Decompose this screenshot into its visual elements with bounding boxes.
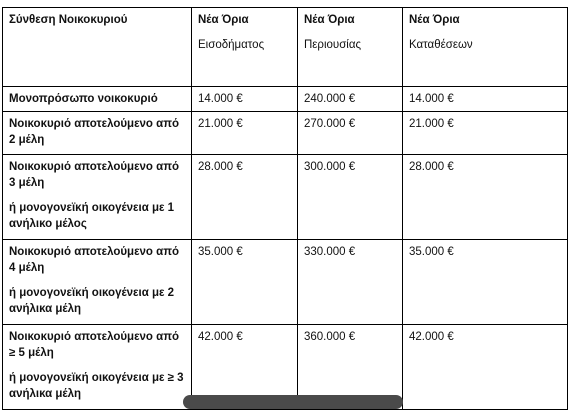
- household-cell: Νοικοκυριό αποτελούμενο από 2 μέλη: [3, 112, 192, 155]
- header-deposit-limits: Νέα Όρια Καταθέσεων: [403, 8, 568, 87]
- income-cell: 42.000 €: [192, 325, 298, 410]
- property-cell: 330.000 €: [298, 240, 403, 325]
- limits-table: [2, 7, 568, 410]
- household-cell: Νοικοκυριό αποτελούμενο από 4 μέλη ή μονογονεϊκή οικογένεια με 2 ανήλικα μέλη: [3, 240, 192, 325]
- table-row: [3, 240, 568, 325]
- household-cell: Μονοπρόσωπο νοικοκυριό: [3, 87, 192, 112]
- deposits-cell: 42.000 €: [403, 325, 568, 410]
- table-header-row: [3, 8, 568, 87]
- deposits-cell: 14.000 €: [403, 87, 568, 112]
- property-cell: 300.000 €: [298, 155, 403, 240]
- household-cell: Νοικοκυριό αποτελούμενο από 3 μέλη ή μονογονεϊκή οικογένεια με 1 ανήλικο μέλος: [3, 155, 192, 240]
- table-row: [3, 155, 568, 240]
- property-cell: 240.000 €: [298, 87, 403, 112]
- income-cell: 21.000 €: [192, 112, 298, 155]
- deposits-cell: 21.000 €: [403, 112, 568, 155]
- property-cell: 360.000 €: [298, 325, 403, 410]
- income-cell: 28.000 €: [192, 155, 298, 240]
- header-household-composition: Σύνθεση Νοικοκυριού: [3, 8, 192, 87]
- household-cell: Νοικοκυριό αποτελούμενο από ≥ 5 μέλη ή μονογονεϊκή οικογένεια με ≥ 3 ανήλικα μέλη: [3, 325, 192, 410]
- income-cell: 35.000 €: [192, 240, 298, 325]
- header-property-limits: Νέα Όρια Περιουσίας: [298, 8, 403, 87]
- overlay-toolbar[interactable]: [183, 395, 403, 409]
- table-row: [3, 112, 568, 155]
- deposits-cell: 28.000 €: [403, 155, 568, 240]
- property-cell: 270.000 €: [298, 112, 403, 155]
- table-row: [3, 87, 568, 112]
- deposits-cell: 35.000 €: [403, 240, 568, 325]
- income-cell: 14.000 €: [192, 87, 298, 112]
- header-income-limits: Νέα Όρια Εισοδήματος: [192, 8, 298, 87]
